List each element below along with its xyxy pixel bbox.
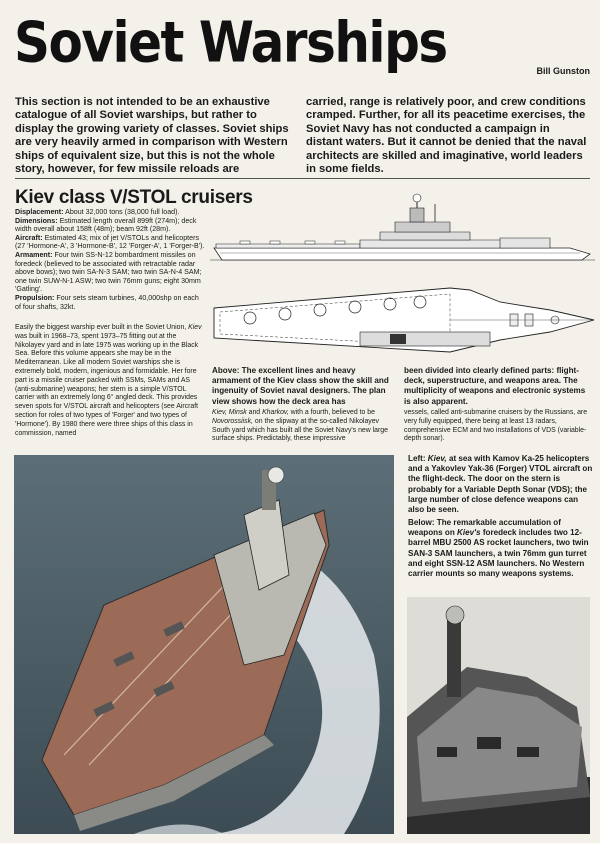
section-divider <box>15 178 590 179</box>
spec-propulsion: Propulsion: Four sets steam turbines, 40,000shp on each of four shafts, 32kt. <box>15 293 199 311</box>
ship-side-elevation <box>210 192 595 272</box>
intro-left: This section is not intended to be an exhaustive catalogue of all Soviet warships, but rather to display the growing variety of classes. Soviet ships are very heavily armed in comparison with Western ships of equivalent size, but this is not the whole story, however, for few missile reloads are <box>15 96 289 176</box>
spec-displacement: Displacement: About 32,000 tons (38,000 full load). <box>15 208 180 216</box>
caption-below: Below: The remarkable accumulation of weapons on Kiev's foredeck includes two 12-barrel MBU 2500 AS rocket launchers, two twin SAN-3 SAM launchers, a twin 76mm gun turret and eight SSN-12 ASM launchers. No Western carrier mounts so many weapons systems. <box>408 518 589 579</box>
specs-block <box>15 208 205 311</box>
caption-above-continued: been divided into clearly defined parts: flight-deck, superstructure, and weapons area. The multiplicity of weapons and electronic systems is also apparent. <box>404 366 586 406</box>
spec-aircraft: Aircraft: Estimated 43; mix of jet V/STOLs and helicopters (27 'Hormone-A', 3 'Hormone-B', 12 'Forger-A', 1 'Forger-B'). <box>15 233 205 251</box>
author-name: Bill Gunston <box>536 66 590 76</box>
spec-armament: Armament: Four twin SS-N-12 bombardment missiles on foredeck (believed to be associated with retractable radar above bows); two twin SA-N-3 SAM; two twin SA-N-4 SAM; one twin SUW-N-1 ASW; two twin 76mm guns; eight 30mm 'Gatling'. <box>15 250 202 294</box>
page-title: Soviet Warships <box>14 10 447 75</box>
body-continued-mid: Kiev, Minsk and Kharkov, with a fourth, believed to be Novorossiisk, on the slipway at the so-called Nikolayev South yard which has built all the Soviet Navy's new large surface ships. Predictably, these impressive <box>212 409 388 443</box>
ship-plan-view <box>210 280 595 360</box>
kiev-at-sea-photo <box>14 455 394 834</box>
section-title: Kiev class V/STOL cruisers <box>15 187 253 208</box>
spec-dimensions: Dimensions: Estimated length overall 899ft (274m); deck width overall about 158ft (48m); beam 92ft (28m). <box>15 216 197 234</box>
kiev-foredeck-photo <box>407 597 590 834</box>
body-continued-right: vessels, called anti-submarine cruisers by the Russians, are very fully equipped, there being at least 13 radars, comprehensive ECM and two installations of VDS (variable-depth sonar). <box>404 409 588 443</box>
intro-right: carried, range is relatively poor, and crew conditions cramped. Further, for all its peacetime exercises, the Soviet Navy has not conducted a campaign in distant waters. But it cannot be denied that the naval architects are skilled and imaginative, world leaders in some fields. <box>306 96 587 176</box>
body-paragraph: Easily the biggest warship ever built in the Soviet Union, Kiev was built in 1968–73, spent 1973–75 fitting out at the Nikolayev yard and in late 1975 was working up in the Black Sea. Before this volume appears she may be in the Mediterranean. Like all modern Soviet warships she is extremely bold, modern, ingenious and formidable. Her fore part is a missile cruiser packed with SSMs, SAMs and AS (anti-submarine) weapons; her stern is a simple V/STOL carrier with an extremely long 6° angled deck. This provides seven spots for V/STOL aircraft and helicopters (see Aircraft section for roles of two types of 'Forger' and two types of 'Hormone'). By 1980 there were three ships of this class in commission, named <box>15 324 202 437</box>
caption-left: Left: Kiev, at sea with Kamov Ka-25 helicopters and a Yakovlev Yak-36 (Forger) VTOL aircraft on the flight-deck. The door on the stern is probably for a Variable Depth Sonar (VDS); the large number of close defence weapons can also be seen. <box>408 454 593 515</box>
caption-above: Above: The excellent lines and heavy armament of the Kiev class show the skill and ingenuity of Soviet naval designers. The plan view shows how the deck area has <box>212 366 389 406</box>
